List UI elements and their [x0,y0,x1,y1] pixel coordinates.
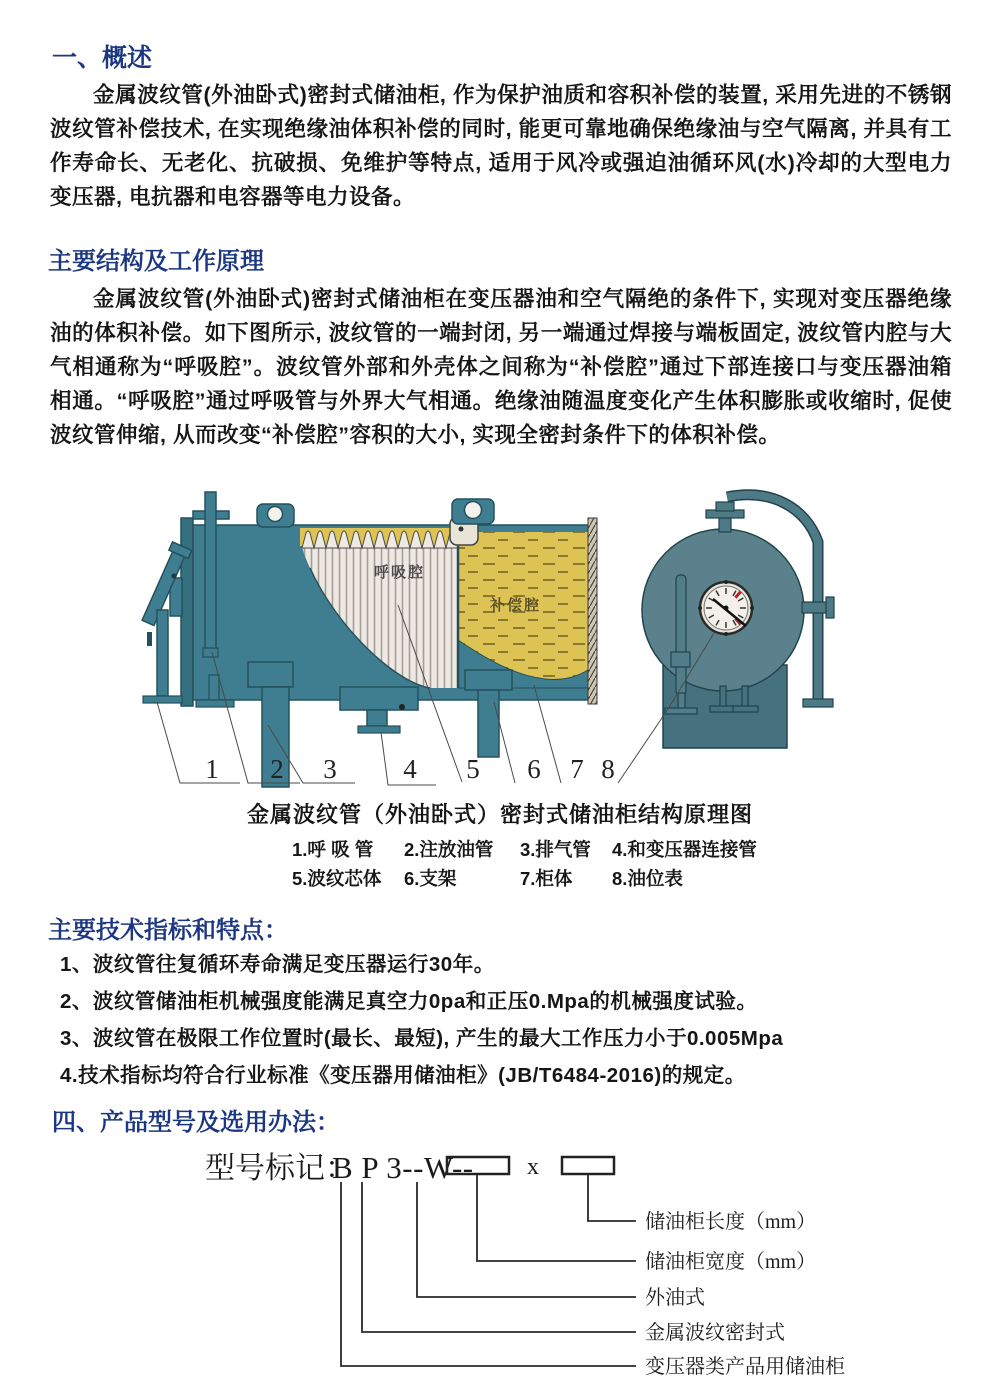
label-compensation-chamber: 补偿腔 [490,597,542,614]
specs-list [60,946,783,1094]
legend-item: 8.油位表 [612,868,683,889]
part-number-4: 4 [403,754,417,784]
branch-label-metal-bellows: 金属波纹密封式 [645,1322,785,1344]
legend-item: 3.排气管 [520,839,591,860]
part-number-7: 7 [570,754,584,784]
figure-caption: 金属波纹管（外油卧式）密封式储油柜结构原理图 [246,802,753,827]
legend-item: 4.和变压器连接管 [612,839,757,860]
heading-model: 四、产品型号及选用办法： [52,1109,340,1136]
lifting-lug-icon [257,504,294,527]
model-code: B P 3--W-- [332,1150,474,1185]
legend-item: 1.呼 吸 管 [292,839,374,860]
paragraph-overview: 金属波纹管(外油卧式)密封式储油柜, 作为保护油质和容积补偿的装置, 采用先进的不锈钢波纹管补偿技术, 在实现绝缘油体积补偿的同时, 能更可靠地确保绝缘油与空气隔离, 并具有工作寿命长、无老化、抗破损、免维护等特点, 适用于风冷或强迫油循环风(水)冷却的大型电力变压器, 电抗器和电容器等电力设备。 [50,83,952,209]
model-prefix: 型号标记： [205,1152,355,1185]
lifting-lug-icon [452,499,494,524]
heading-overview: 一、概述 [52,44,153,72]
legend-item: 5.波纹芯体 [292,868,382,889]
end-view-tank [642,495,834,748]
part-number-8: 8 [601,754,615,784]
spec-item: 4.技术指标均符合行业标准《变压器用储油柜》(JB/T6484-2016)的规定。 [60,1064,746,1087]
label-breathing-chamber: 呼吸腔 [374,564,426,581]
tank-right-flange [588,518,597,704]
heading-structure: 主要结构及工作原理 [48,248,264,275]
part-number-2: 2 [270,754,284,784]
part-number-5: 5 [466,754,480,784]
branch-label-length: 储油柜长度（mm） [645,1211,817,1233]
spec-item: 3、波纹管在极限工作位置时(最长、最短), 产生的最大工作压力小于0.005Mpa [60,1027,784,1050]
side-view-tank [138,492,597,787]
part-number-3: 3 [323,754,337,784]
heading-specs: 主要技术指标和特点： [48,917,288,944]
legend-item: 7.柜体 [520,868,573,889]
model-designation-diagram [0,1128,1000,1396]
legend-item: 6.支架 [404,868,457,889]
branch-label-width: 储油柜宽度（mm） [645,1251,817,1273]
spec-item: 1、波纹管往复循环寿命满足变压器运行30年。 [60,953,495,976]
model-branch-lines [341,1174,636,1366]
model-multiplier: x [527,1154,539,1180]
part-number-1: 1 [205,754,219,784]
part-number-6: 6 [527,754,541,784]
figure-legend [292,836,792,891]
branch-label-transformer: 变压器类产品用储油柜 [645,1356,845,1378]
legend-item: 2.注放油管 [404,839,494,860]
model-box-length [562,1157,614,1174]
figure-structural-diagram [0,480,1000,800]
branch-label-external-oil: 外油式 [645,1287,705,1309]
paragraph-structure: 金属波纹管(外油卧式)密封式储油柜在变压器油和空气隔绝的条件下, 实现对变压器绝缘油的体积补偿。如下图所示, 波纹管的一端封闭, 另一端通过焊接与端板固定, 波纹管内腔与大气相通称为“呼吸腔”。波纹管外部和外壳体之间称为“补偿腔”通过下部连接口与变压器油箱相通。“呼吸腔”通过呼吸管与外界大气相通。绝缘油随温度变化产生体积膨胀或收缩时, 促使波纹管伸缩, 从而改变“补偿腔”容积的大小, 实现全密封条件下的体积补偿。 [50,287,952,447]
spec-item: 2、波纹管储油柜机械强度能满足真空力0pa和正压0.Mpa的机械强度试验。 [60,990,758,1013]
